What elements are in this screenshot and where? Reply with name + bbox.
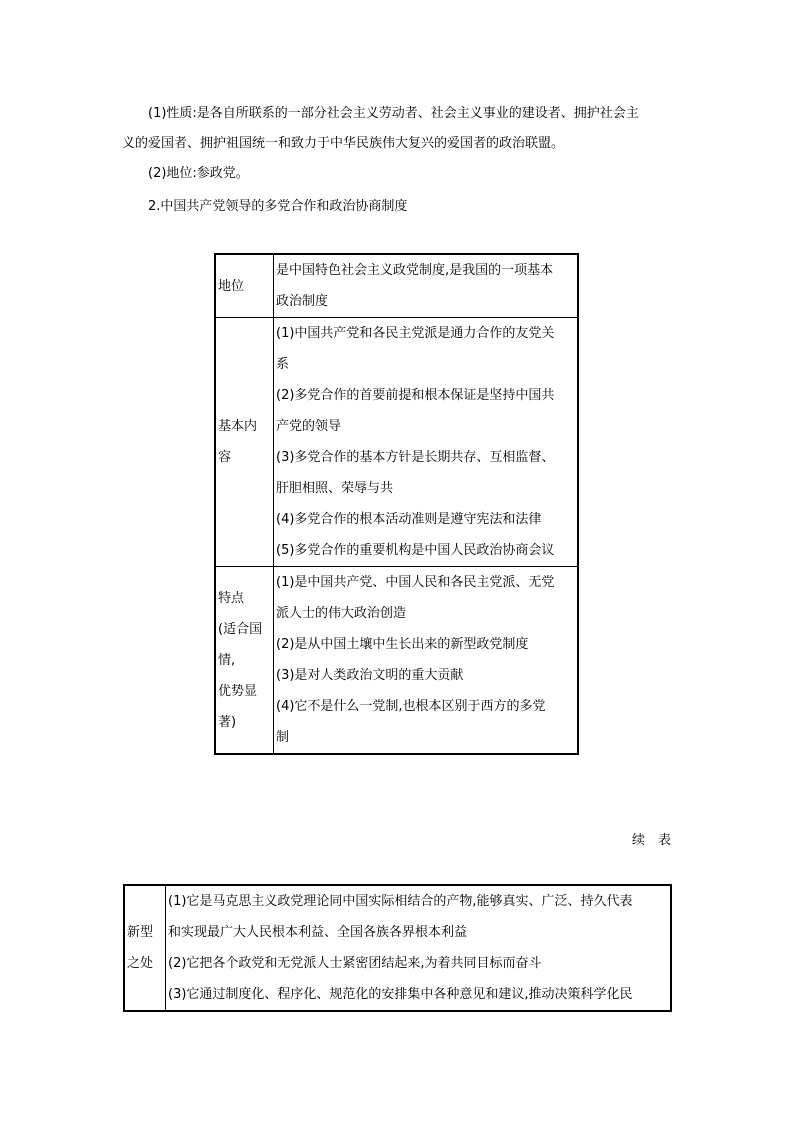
row-content-status [274,254,579,318]
content-line: 系 [276,357,290,372]
content-line: (1)是中国共产党、中国人民和各民主党派、无党 [276,575,555,590]
label-line: 优势显 [218,683,258,699]
label-line: 基本内 [218,419,258,434]
content-line: (5)多党合作的重要机构是中国人民政治协商会议 [276,543,555,558]
label-line: 之处 [127,956,154,971]
label-line: 容 [218,450,232,465]
paragraph-nature [148,100,688,127]
content-line: (3)多党合作的基本方针是长期共存、互相监督、 [276,450,555,465]
content-line: 制 [276,730,290,745]
content-line: (3)它通过制度化、程序化、规范化的安排集中各种意见和建议,推动决策科学化民 [168,987,633,1002]
content-line: 政治制度 [276,294,329,309]
section-heading-text: 2.中国共产党领导的多党合作和政治协商制度 [148,199,408,214]
content-line: 和实现最广大人民根本利益、全国各族各界根本利益 [168,925,468,940]
label-line: (适合国 [218,621,263,637]
nature-line-2: 义的爱国者、拥护祖国统一和致力于中华民族伟大复兴的爱国者的政治联盟。 [122,136,565,151]
content-line: (2)是从中国土壤中生长出来的新型政党制度 [276,637,529,652]
label-line: 特点 [218,590,245,606]
system-table [214,253,579,755]
section-heading [148,193,407,220]
row-content-novelty [166,885,672,1011]
table-row [215,567,578,755]
row-label-novelty [124,885,166,1011]
content-line: (4)多党合作的根本活动准则是遵守宪法和法律 [276,512,542,527]
content-line: (2)多党合作的首要前提和根本保证是坚持中国共 [276,388,555,403]
row-content-content [274,318,579,567]
label-line: 地位 [218,278,245,294]
content-line: 产党的领导 [276,419,342,434]
content-line: 是中国特色社会主义政党制度,是我国的一项基本 [276,263,554,278]
content-line: (1)中国共产党和各民主党派是通力合作的友党关 [276,326,555,341]
paragraph-nature-cont [122,130,682,157]
row-content-features [274,567,579,755]
label-line: 著) [218,714,237,730]
nature-line-1: (1)性质:是各自所联系的一部分社会主义劳动者、社会主义事业的建设者、拥护社会主 [148,106,639,121]
label-line: 新型 [127,925,154,940]
content-line: 肝胆相照、荣辱与共 [276,481,394,496]
row-label-content [215,318,274,567]
content-line: (2)它把各个政党和无党派人士紧密团结起来,为着共同目标而奋斗 [168,956,542,971]
paragraph-status [148,160,249,187]
continued-label: 续 表 [632,833,672,848]
row-label-features [215,567,274,755]
content-line: (1)它是马克思主义政党理论同中国实际相结合的产物,能够真实、广泛、持久代表 [168,894,633,909]
content-line: (4)它不是什么一党制,也根本区别于西方的多党 [276,699,546,714]
continued-table [123,884,672,1012]
table-row [124,885,671,1011]
row-label-status [215,254,274,318]
table-row [215,318,578,567]
table-row [215,254,578,318]
content-line: 派人士的伟大政治创造 [276,606,407,621]
status-text: (2)地位:参政党。 [148,166,249,181]
content-line: (3)是对人类政治文明的重大贡献 [276,668,464,683]
label-line: 情, [218,652,236,668]
